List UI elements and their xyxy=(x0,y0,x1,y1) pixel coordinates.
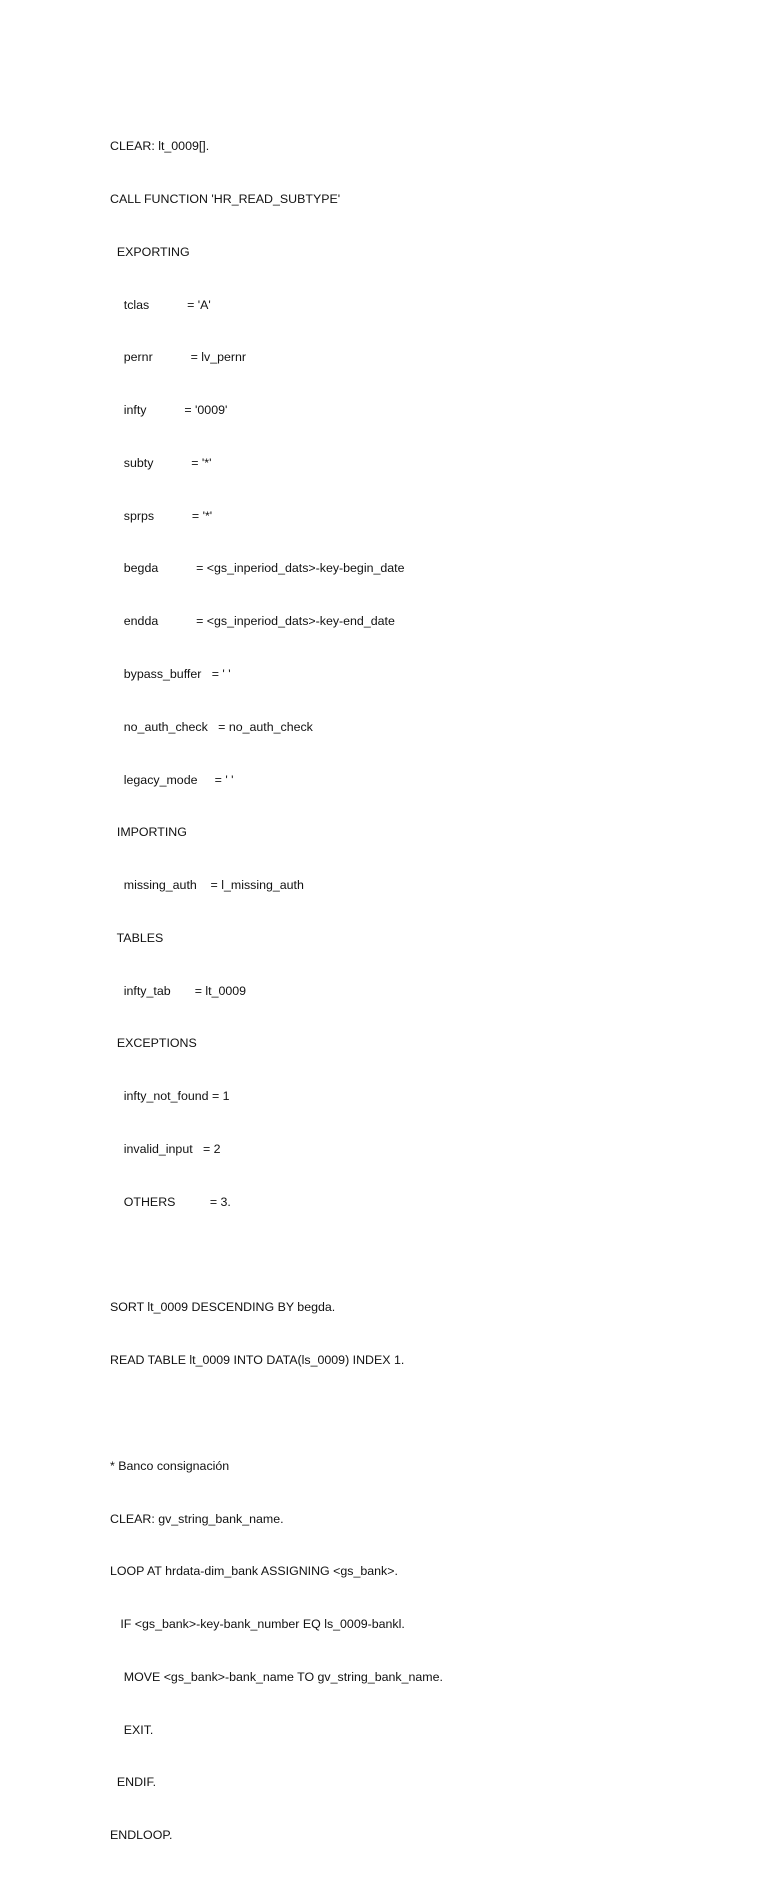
code-line: MOVE <gs_bank>-bank_name TO gv_string_bank_name. xyxy=(110,1669,443,1684)
code-line: invalid_input = 2 xyxy=(110,1142,221,1157)
code-line: SORT lt_0009 DESCENDING BY begda. xyxy=(110,1300,336,1315)
code-line: ENDIF. xyxy=(110,1775,157,1790)
code-line: subty = '*' xyxy=(110,455,212,470)
code-line: CLEAR: gv_string_bank_name. xyxy=(110,1511,284,1526)
code-line: endda = <gs_inperiod_dats>-key-end_date xyxy=(110,614,395,629)
code-line: READ TABLE lt_0009 INTO DATA(ls_0009) INDEX 1. xyxy=(110,1353,405,1368)
code-line: IF <gs_bank>-key-bank_number EQ ls_0009-bankl. xyxy=(110,1617,405,1632)
code-line: pernr = lv_pernr xyxy=(110,350,247,365)
code-line: CLEAR: lt_0009[]. xyxy=(110,139,210,154)
code-line: infty_tab = lt_0009 xyxy=(110,983,247,998)
code-line: sprps = '*' xyxy=(110,508,213,523)
blank-line xyxy=(110,1405,730,1423)
code-line: legacy_mode = ' ' xyxy=(110,772,234,787)
code-line: no_auth_check = no_auth_check xyxy=(110,719,313,734)
code-line: missing_auth = l_missing_auth xyxy=(110,878,304,893)
code-line: EXCEPTIONS xyxy=(110,1036,197,1051)
code-line: infty_not_found = 1 xyxy=(110,1089,230,1104)
code-line: EXPORTING xyxy=(110,244,190,259)
code-line: IMPORTING xyxy=(110,825,187,840)
code-line: tclas = 'A' xyxy=(110,297,211,312)
code-line: begda = <gs_inperiod_dats>-key-begin_date xyxy=(110,561,405,576)
code-line: EXIT. xyxy=(110,1722,154,1737)
code-line: ENDLOOP. xyxy=(110,1828,173,1843)
code-line: OTHERS = 3. xyxy=(110,1194,231,1209)
blank-line xyxy=(110,1247,730,1265)
code-block xyxy=(110,103,730,1880)
code-line: bypass_buffer = ' ' xyxy=(110,667,231,681)
code-line: CALL FUNCTION 'HR_READ_SUBTYPE' xyxy=(110,191,341,206)
comment-line: * Banco consignación xyxy=(110,1458,230,1473)
code-line: TABLES xyxy=(110,930,164,945)
code-line: LOOP AT hrdata-dim_bank ASSIGNING <gs_bank>. xyxy=(110,1564,398,1579)
code-line: infty = '0009' xyxy=(110,403,228,418)
